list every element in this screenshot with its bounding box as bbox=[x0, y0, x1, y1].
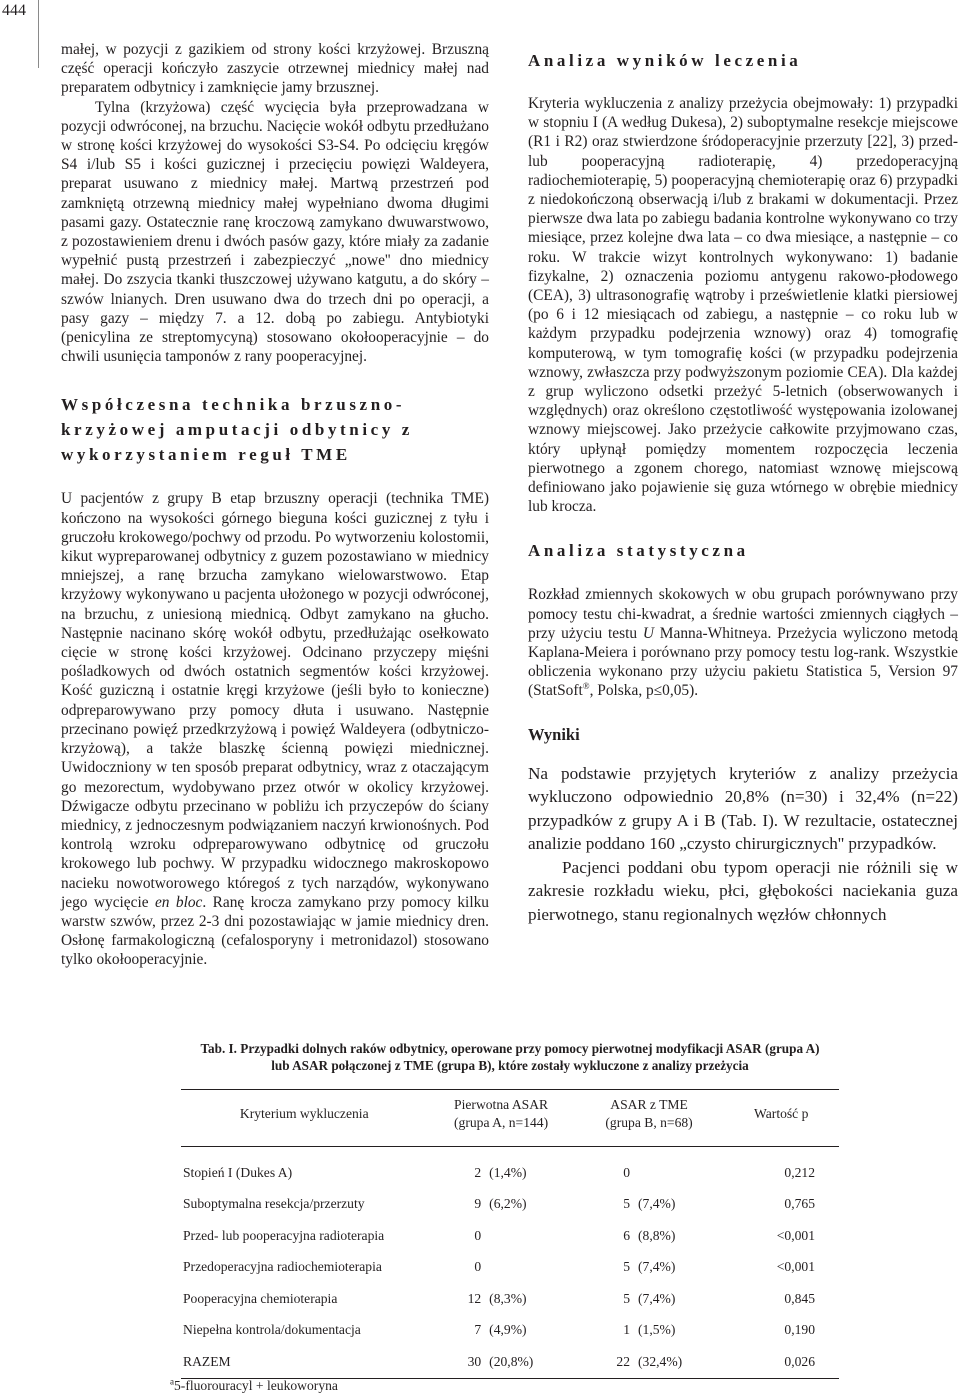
group-a-percent-cell: (8,3%) bbox=[489, 1290, 527, 1306]
paragraph: małej, w pozycji z gazikiem od strony kości krzyżowej. Brzuszną część operacji kończyło zaszycie otrzewnej miednicy małej nad preparatem odbytnicy i zamknięcie jamy brzusznej. bbox=[61, 41, 489, 97]
column-header: Kryterium wykluczenia bbox=[181, 1090, 428, 1147]
group-b-count-cell: 1 bbox=[623, 1322, 630, 1338]
p-value-cell: 0,845 bbox=[784, 1290, 815, 1306]
table-caption: Tab. I. Przypadki dolnych raków odbytnicy, operowane przy pomocy pierwotnej modyfikacji ASAR (grupa A) lub ASAR połączonej z TME (grupa B), które zostały wykluczone z analizy przeżycia bbox=[200, 1041, 820, 1073]
paragraph: Kryteria wykluczenia z analizy przeżycia obejmowały: 1) przypadki w stopniu I (A według Dukesa), 2) suboptymalne resekcje miejscowe (R1 i R2) oraz stwierdzone śródoperacyjnie przerzuty [22], 3) przed- lub pooperacyjną radioterapię, 4) przedoperacyjną radiochemioterapię, 5) pooperacyjną chemioterapię oraz 6) przypadki z niedokończoną obserwacją i/lub z brakami w dokumentacji. Przez pierwsze dwa lata po zabiegu badania kontrolne wykonywano co trzy miesiące, przez kolejne dwa lata – co dwa miesiące, a następnie – co roku. W trakcie wizyt kontrolnych wykonywano: 1) badanie fizykalne, 2) oznaczenia poziomu antygenu rakowo-płodowego (CEA), 3) ultrasonografię wątroby i prześwietlenie klatki piersiowej (po 6 i 12 miesiącach od zabiegu, a następnie – co roku lub w każdym przypadku podejrzenia wznowy) oraz 4) tomografię komputerową, w tym tomografię kości (w przypadku podejrzenia wznowy, zwłaszcza przy podwyższonym poziomie CEA). Dla każdej z grup wyliczono odsetki przeżyć 5-letnich (obserwowanych i względnych) oraz określono częstotliwość występowania izolowanej wznowy miejscowej. Jako przeżycie całkowite przyjmowano czas, który upłynął pomiędzy momentem rozpoczęcia leczenia pierwotnego a zgonem chorego, natomiast wznowę miejscową definiowano jako pojawienie się guza wtórnego w obrębie miednicy lub krocza. bbox=[528, 95, 958, 516]
group-a-count-cell: 30 bbox=[428, 1346, 484, 1378]
group-a-count-cell: 7 bbox=[474, 1322, 482, 1338]
group-a-percent-cell bbox=[483, 1252, 574, 1284]
group-a-percent-cell: (20,8%) bbox=[483, 1346, 574, 1378]
criterion-cell: Niepełna kontrola/dokumentacja bbox=[183, 1322, 361, 1338]
group-a-count-cell: 0 bbox=[474, 1227, 482, 1243]
p-value-cell: 0,765 bbox=[784, 1196, 815, 1212]
group-a-count-cell: 9 bbox=[474, 1196, 482, 1212]
group-b-count-cell: 5 bbox=[623, 1259, 630, 1275]
group-b-percent-cell: (8,8%) bbox=[638, 1227, 676, 1243]
margin-rule bbox=[38, 0, 39, 68]
group-b-count-cell: 5 bbox=[623, 1290, 630, 1306]
column-header: Wartość p bbox=[723, 1090, 839, 1147]
group-a-count-cell: 12 bbox=[467, 1290, 482, 1306]
section-heading: Współczesna technika brzuszno-krzyżowej amputacji odbytnicy z wykorzystaniem reguł TME bbox=[61, 395, 413, 465]
exclusion-table bbox=[181, 1089, 839, 1379]
right-column bbox=[528, 94, 958, 926]
paragraph: U pacjentów z grupy B etap brzuszny operacji (technika TME) kończono na wysokości górnego bieguna kości guzicznej z tyłu i gruczołu krokowego/pochwy od przodu. Po wytworzeniu kolostomii, kikut wypreparowanej odbytnicy z guzem pozostawiano w miednicy mniejszej, a ranę brzucha zamykano wielowarstwowo. Etap krzyżowy wykonywano u pacjenta ułożonego w pozycji odwróconej, na brzuchu, z uniesioną miednicą. Odbyt zamykano na głucho. Następnie nacinano skórę wokół odbytu, przedłużając osełkowato cięcie w stronę kości krzyżowej. Odcinano przyczepy mięśni pośladkowych od dwóch ostatnich segmentów kości krzyżowej. Kość guziczną i ostatnie kręgi krzyżowe (jeśli było to konieczne) odpreparowywano przy pomocy dłuta i usuwano. Następnie przecinano powięź przedkrzyżową i powięź Waldeyera (odbytniczo-krzyżową), a także blaszkę ścienną powięzi miednicznej. Uwidoczniony w ten sposób preparat odbytnicy, wraz z otaczającym go mezorectum, wydobywano przez otwór w okolicy krzyżowej. Dźwigacze odbytu przecinano w pobliżu ich przyczepów do ściany miednicy, z jednoczesnym podwiązaniem naczyń krwionośnych. Pod kontrolą wzroku odpreparowywano odbytnicę od gruczołu krokowego lub pochwy. W przypadku widocznego makroskopowo nacieku nowotworowego któregoś z tych narządów, wykonywano jego wycięcie en bloc. Ranę krocza zamykano przy pomocy kilku warstw szwów, przez 2-3 dni pozostawiając w jamie miednicy dren. Osłonę farmakologiczną (cefalosporyny i metronidazol) stosowano tylko okołooperacyjnie. bbox=[61, 490, 489, 969]
table-row bbox=[181, 1252, 839, 1284]
page-number: 444 bbox=[2, 2, 26, 19]
paragraph: Na podstawie przyjętych kryteriów z analizy przeżycia wykluczono odpowiednio 20,8% (n=30) i 32,4% (n=22) przypadków z grupy A i B (Tab. I). W rezultacie, ostatecznej analizie poddano 160 „czysto chirurgicznych'' przypadków. bbox=[528, 763, 958, 854]
group-a-percent-cell: (1,4%) bbox=[489, 1164, 527, 1180]
group-b-count-cell: 0 bbox=[623, 1164, 630, 1180]
table-row bbox=[181, 1220, 839, 1252]
group-b-percent-cell: (32,4%) bbox=[632, 1346, 723, 1378]
group-b-percent-cell: (7,4%) bbox=[638, 1259, 676, 1275]
p-value-cell: <0,001 bbox=[776, 1227, 815, 1243]
group-a-percent-cell: (4,9%) bbox=[489, 1322, 527, 1338]
paragraph: Rozkład zmiennych skokowych w obu grupach porównywano przy pomocy testu chi-kwadrat, a średnie wartości zmiennych ciągłych – przy użyciu testu U Manna-Whitneya. Przeżycia wyliczono metodą Kaplana-Meiera i porównano przy pomocy testu log-rank. Wszystkie obliczenia wykonano przy użyciu pakietu Statistica 5, Version 97 (StatSoft®, Polska, p≤0,05). bbox=[528, 586, 958, 700]
table-row bbox=[181, 1283, 839, 1315]
group-b-percent-cell: (1,5%) bbox=[638, 1322, 676, 1338]
group-a-percent-cell bbox=[483, 1220, 574, 1252]
p-value-cell: 0,190 bbox=[784, 1322, 815, 1338]
criterion-cell: Stopień I (Dukes A) bbox=[183, 1164, 293, 1180]
group-a-percent-cell: (6,2%) bbox=[489, 1196, 527, 1212]
paragraph: Pacjenci poddani obu typom operacji nie różnili się w zakresie rozkładu wieku, płci, głębokości naciekania guza pierwotnego, stanu regionalnych węzłów chłonnych bbox=[528, 857, 958, 924]
p-value-cell: <0,001 bbox=[776, 1259, 815, 1275]
footnote: $^a$5-fluorouracyl + leukoworyna bbox=[170, 1376, 338, 1393]
column-header: Pierwotna ASAR (grupa A, n=144) bbox=[428, 1090, 575, 1147]
table-row bbox=[181, 1147, 839, 1189]
criterion-cell: Pooperacyjna chemioterapia bbox=[183, 1290, 338, 1306]
group-a-count-cell: 0 bbox=[474, 1259, 482, 1275]
group-b-percent-cell: (7,4%) bbox=[638, 1196, 676, 1212]
group-b-count-cell: 6 bbox=[623, 1227, 630, 1243]
group-b-count-cell: 22 bbox=[575, 1346, 632, 1378]
group-b-percent-cell bbox=[632, 1147, 723, 1189]
column-header: ASAR z TME (grupa B, n=68) bbox=[575, 1090, 724, 1147]
p-value-cell: 0,212 bbox=[784, 1164, 815, 1180]
criterion-cell: Przed- lub pooperacyjna radioterapia bbox=[183, 1227, 385, 1243]
table-block bbox=[181, 1040, 839, 1379]
criterion-cell: Przedoperacyjna radiochemioterapia bbox=[183, 1259, 382, 1275]
table-row bbox=[181, 1346, 839, 1378]
group-b-count-cell: 5 bbox=[623, 1196, 630, 1212]
criterion-cell: Suboptymalna resekcja/przerzuty bbox=[183, 1196, 365, 1212]
paragraph: Tylna (krzyżowa) część wycięcia była przeprowadzana w pozycji odwróconej, na brzuchu. Nacięcie wokół odbytu przedłużano w stronę kości krzyżowej do wysokości S3-S4. Po odcięciu kręgów S4 i/lub S5 i kości guzicznej i przecięciu powięzi Waldeyera, preparat usuwano z miednicy małej. Martwą przestrzeń pod zamkniętą otrzewną miednicy małej wypełniano dwoma długimi pasami gazy. Ostatecznie ranę kroczową zamykano dwuwarstwowo, z pozostawieniem drenu i dwóch pasów gazy, które miały za zadanie wypełnić pustą przestrzeń i zabezpieczyć „nowe'' dno miednicy małej. Do zszycia tkanki tłuszczowej używano katgutu, a do skóry – szwów lnianych. Dren usuwano dwa do trzech dni po operacji, a pasy gazy – między 7. a 12. dobą po zabiegu. Antybiotyki (penicylina ze streptomycyną) stosowano okołooperacyjnie – do chwili usunięcia tamponów z rany pooperacyjnej. bbox=[61, 98, 489, 366]
group-b-percent-cell: (7,4%) bbox=[638, 1290, 676, 1306]
subheading: Wyniki bbox=[528, 724, 580, 744]
section-heading: Analiza wyników leczenia bbox=[528, 51, 802, 70]
criterion-cell: RAZEM bbox=[181, 1346, 428, 1378]
table-row bbox=[181, 1315, 839, 1347]
left-column bbox=[61, 40, 489, 970]
p-value-cell: 0,026 bbox=[723, 1346, 839, 1378]
group-a-count-cell: 2 bbox=[474, 1164, 482, 1180]
section-heading: Analiza statystyczna bbox=[528, 541, 749, 561]
table-row bbox=[181, 1189, 839, 1221]
